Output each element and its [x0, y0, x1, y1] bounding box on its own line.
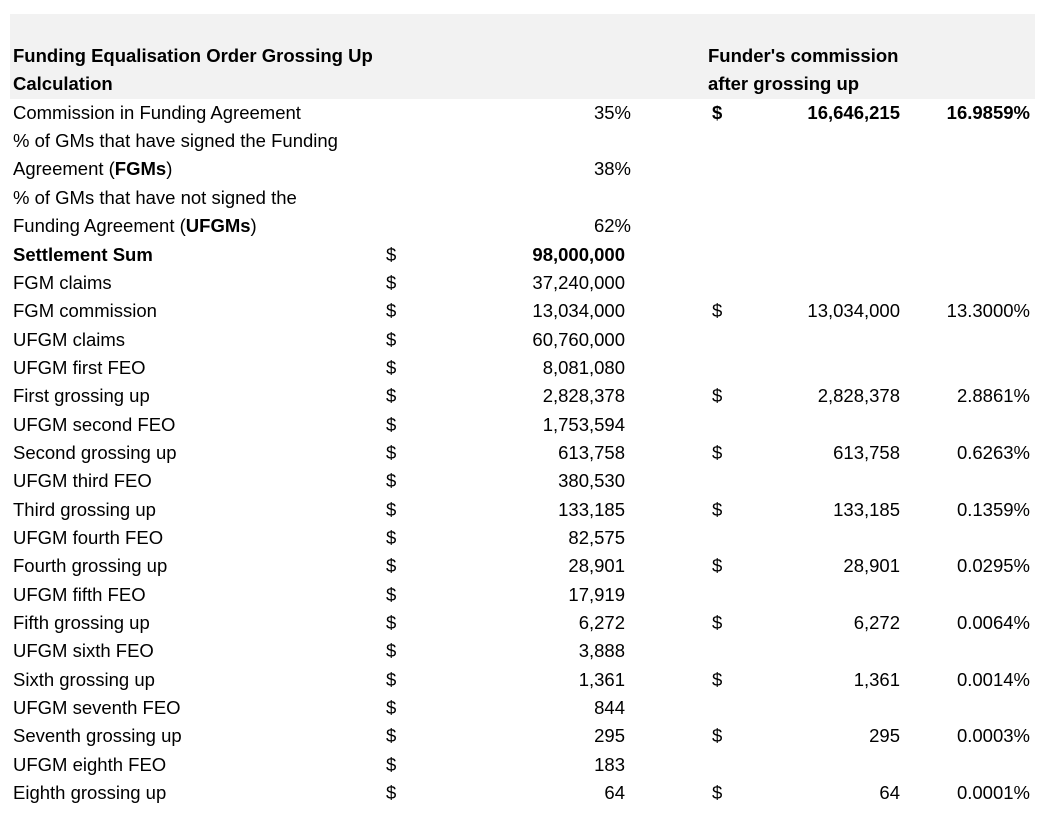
row-commission-dollar: $ [712, 385, 723, 406]
row-dollar: $ [386, 725, 397, 746]
row-label: Fifth grossing up [13, 612, 150, 633]
row-dollar: $ [386, 414, 397, 435]
row-value: 1,753,594 [542, 414, 625, 435]
row-value: 28,901 [568, 555, 625, 576]
row-label: Sixth grossing up [13, 669, 155, 690]
row-value: 844 [594, 697, 625, 718]
row-label: UFGM fifth FEO [13, 584, 146, 605]
row-dollar: $ [386, 669, 397, 690]
ufgm-label-prefix: Funding Agreement ( [13, 215, 186, 236]
row-value: 64 [604, 782, 625, 803]
ufgm-label-suffix: ) [250, 215, 257, 236]
row-value: 1,361 [578, 669, 625, 690]
row-dollar: $ [386, 527, 397, 548]
row-dollar: $ [386, 442, 397, 463]
row-commission: 1,361 [853, 669, 900, 690]
row-value: 133,185 [558, 499, 625, 520]
row-label: UFGM sixth FEO [13, 640, 154, 661]
fgm-value: 38% [593, 158, 631, 179]
commission-heading-line1: Funder's commission [708, 45, 899, 66]
row-dollar: $ [386, 357, 397, 378]
row-dollar: $ [386, 782, 397, 803]
row-value: 60,760,000 [532, 329, 625, 350]
row-label: Eighth grossing up [13, 782, 167, 803]
ufgm-label-line2 [13, 212, 257, 240]
row-commission-dollar: $ [712, 555, 723, 576]
row-value: 2,828,378 [542, 385, 625, 406]
fgm-label-line2 [13, 155, 172, 183]
row-pct: 0.0064% [956, 612, 1030, 633]
row-label: UFGM claims [13, 329, 126, 350]
fgm-label-prefix: Agreement ( [13, 158, 115, 179]
row-label: UFGM first FEO [13, 357, 146, 378]
row-value: 8,081,080 [542, 357, 625, 378]
row-commission: 6,272 [853, 612, 900, 633]
row-pct: 0.0003% [956, 725, 1030, 746]
row-pct: 0.1359% [956, 499, 1030, 520]
commission-heading-line2: after grossing up [708, 73, 860, 94]
row-value: 183 [594, 754, 625, 775]
commission-label: Commission in Funding Agreement [13, 102, 301, 123]
row-dollar: $ [386, 499, 397, 520]
row-commission: 28,901 [843, 555, 900, 576]
row-label: Fourth grossing up [13, 555, 168, 576]
row-commission: 613,758 [833, 442, 900, 463]
row-value: 295 [594, 725, 625, 746]
fgm-label-suffix: ) [166, 158, 173, 179]
row-label: UFGM fourth FEO [13, 527, 164, 548]
row-label: UFGM second FEO [13, 414, 176, 435]
fgm-label-abbrev: FGMs [114, 158, 167, 179]
row-dollar: $ [386, 584, 397, 605]
row-value: 82,575 [568, 527, 625, 548]
row-value: 98,000,000 [532, 244, 625, 265]
row-commission-dollar: $ [712, 612, 723, 633]
row-label: Second grossing up [13, 442, 177, 463]
row-dollar: $ [386, 329, 397, 350]
row-commission-dollar: $ [712, 442, 723, 463]
row-label: FGM claims [13, 272, 112, 293]
row-commission: 133,185 [833, 499, 900, 520]
row-label: UFGM eighth FEO [13, 754, 167, 775]
row-pct: 0.0001% [956, 782, 1030, 803]
row-pct: 13.3000% [946, 300, 1030, 321]
ufgm-label-line1: % of GMs that have not signed the [13, 187, 297, 208]
row-dollar: $ [386, 272, 397, 293]
row-dollar: $ [386, 300, 397, 321]
row-label: First grossing up [13, 385, 150, 406]
row-commission: 13,034,000 [807, 300, 900, 321]
row-dollar: $ [386, 754, 397, 775]
row-commission-dollar: $ [712, 499, 723, 520]
row-value: 380,530 [558, 470, 625, 491]
row-value: 6,272 [578, 612, 625, 633]
row-dollar: $ [386, 244, 397, 265]
ufgm-value: 62% [593, 215, 631, 236]
row-label: FGM commission [13, 300, 157, 321]
row-commission-dollar: $ [712, 725, 723, 746]
row-commission: 64 [879, 782, 900, 803]
ufgm-label-abbrev: UFGMs [185, 215, 251, 236]
commission-total-dollar: $ [712, 102, 723, 123]
row-dollar: $ [386, 470, 397, 491]
row-label: Third grossing up [13, 499, 156, 520]
row-value: 13,034,000 [532, 300, 625, 321]
fgm-label-line1: % of GMs that have signed the Funding [13, 130, 338, 151]
row-value: 613,758 [558, 442, 625, 463]
row-pct: 0.0295% [956, 555, 1030, 576]
row-pct: 0.0014% [956, 669, 1030, 690]
sheet-title-line2: Calculation [13, 73, 113, 94]
row-commission-dollar: $ [712, 782, 723, 803]
row-dollar: $ [386, 612, 397, 633]
row-value: 17,919 [568, 584, 625, 605]
row-dollar: $ [386, 555, 397, 576]
row-dollar: $ [386, 385, 397, 406]
commission-value: 35% [593, 102, 631, 123]
row-commission: 2,828,378 [817, 385, 900, 406]
row-commission-dollar: $ [712, 669, 723, 690]
row-commission: 295 [869, 725, 900, 746]
row-label: UFGM seventh FEO [13, 697, 181, 718]
row-pct: 2.8861% [956, 385, 1030, 406]
row-value: 3,888 [578, 640, 625, 661]
commission-total: 16,646,215 [807, 102, 900, 123]
row-commission-dollar: $ [712, 300, 723, 321]
row-dollar: $ [386, 697, 397, 718]
commission-total-pct: 16.9859% [946, 102, 1030, 123]
row-value: 37,240,000 [532, 272, 625, 293]
row-dollar: $ [386, 640, 397, 661]
sheet-title-line1: Funding Equalisation Order Grossing Up [13, 45, 373, 66]
row-label: Settlement Sum [13, 244, 153, 265]
row-label: Seventh grossing up [13, 725, 182, 746]
row-pct: 0.6263% [956, 442, 1030, 463]
row-label: UFGM third FEO [13, 470, 152, 491]
